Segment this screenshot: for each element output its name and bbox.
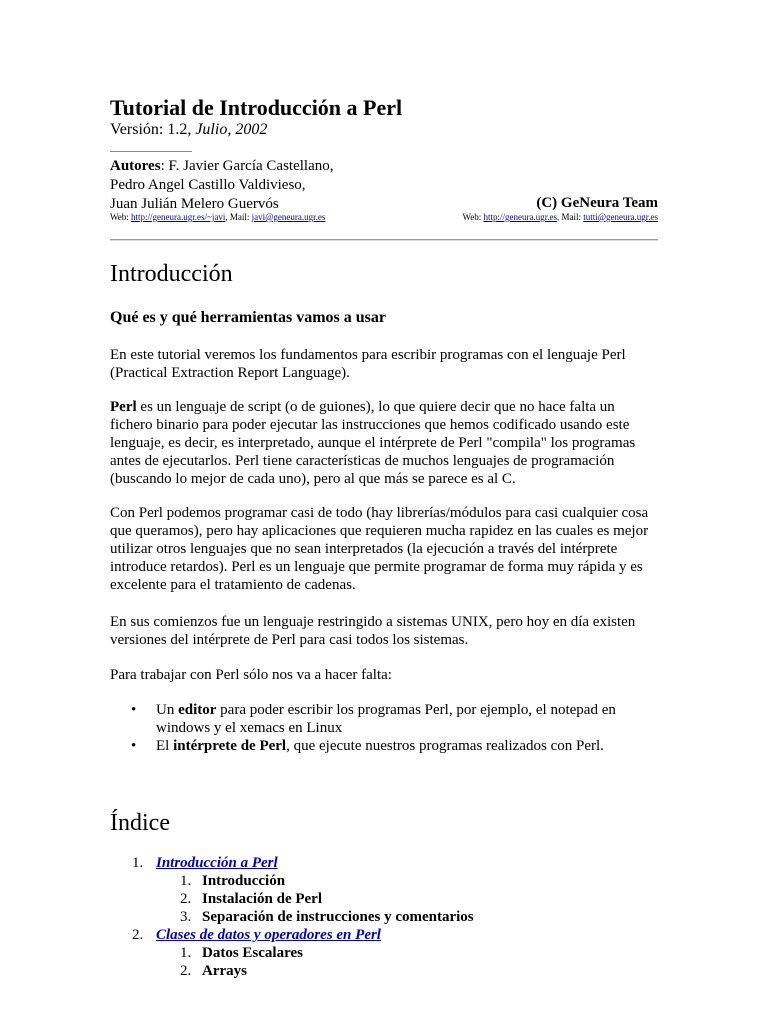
index-subitem: 2. Instalación de Perl — [180, 891, 322, 907]
short-divider — [110, 151, 192, 152]
index-subitem: 3. Separación de instrucciones y comentarios — [180, 909, 474, 925]
contact-right — [462, 212, 658, 222]
index-link-intro-perl[interactable]: Introducción a Perl — [156, 855, 278, 871]
version-line — [110, 121, 267, 139]
intro-paragraph-2 — [110, 398, 658, 488]
index-subitem: 1. Datos Escalares — [180, 945, 303, 961]
index-heading: Índice — [110, 810, 170, 836]
intro-paragraph-3: Con Perl podemos programar casi de todo (hay librerías/módulos para casi cualquier cosa que queramos), pero hay aplicaciones que requieren mucha rapidez en las cuales es mejor utilizar otros lenguajes que no sean interpretados (la ejecución a través del intérprete introduce retardos). Perl es un lenguaje que permite programar de forma muy rápida y es excelente para el tratamiento de cadenas. — [110, 505, 649, 593]
intro-paragraph-2-text: es un lenguaje de script (o de guiones), lo que quiere decir que no hace falta un fichero binario para poder ejecutar las instrucciones que hemos codificado usando este lenguaje, es decir, es interpretado, aunque el intérprete de Perl "compila" los programas antes de ejecutarlos. Perl tiene características de muchos lenguajes de programación (buscando lo mejor de cada uno), pero al que más se parece es al C. — [110, 399, 636, 487]
mail-label: , Mail: — [225, 212, 252, 222]
index-sublist — [156, 872, 474, 926]
index-number: 2. — [132, 927, 144, 943]
mail-link-tutti[interactable]: tutti@geneura.ugr.es — [583, 212, 658, 222]
tool-interpreter: intérprete de Perl — [173, 738, 287, 754]
mail-link-javi[interactable]: javi@geneura.ugr.es — [251, 212, 326, 222]
intro-subheading: Qué es y qué herramientas vamos a usar — [110, 309, 386, 326]
index-subitem: 1. Introducción — [180, 873, 286, 889]
index-item — [110, 854, 474, 926]
intro-paragraph-5: Para trabajar con Perl sólo nos va a hacer falta: — [110, 667, 392, 683]
contact-links — [110, 212, 658, 222]
index-number: 1. — [132, 855, 144, 871]
intro-paragraph-4: En sus comienzos fue un lenguaje restringido a sistemas UNIX, pero hoy en día existen versiones del intérprete de Perl para casi todos los sistemas. — [110, 614, 636, 648]
web-label: Web: — [462, 212, 484, 222]
intro-heading: Introducción — [110, 261, 233, 287]
mail-label: , Mail: — [556, 212, 584, 222]
index-list — [110, 854, 474, 980]
list-item: • Un editor para poder escribir los programas Perl, por ejemplo, el notepad en windows y el xemacs en Linux — [110, 701, 658, 737]
author-1: : F. Javier García Castellano, — [160, 158, 334, 174]
header-divider — [110, 239, 658, 241]
author-2: Pedro Angel Castillo Valdivieso, — [110, 177, 306, 193]
team-credit: (C) GeNeura Team — [536, 195, 658, 211]
contact-left — [110, 212, 325, 222]
document-title: Tutorial de Introducción a Perl — [110, 95, 403, 120]
author-3: Juan Julián Melero Guervós — [110, 196, 279, 212]
authors-block — [110, 157, 333, 214]
version-date: Julio, 2002 — [195, 121, 268, 138]
index-sublist — [156, 944, 474, 980]
index-link-datos-operadores[interactable]: Clases de datos y operadores en Perl — [156, 927, 381, 943]
web-label: Web: — [110, 212, 132, 222]
version-label: Versión: 1.2, — [110, 121, 196, 138]
perl-bold: Perl — [110, 399, 137, 415]
intro-paragraph-1: En este tutorial veremos los fundamentos para escribir programas con el lenguaje Perl (Practical Extraction Report Language). — [110, 347, 626, 381]
web-link-javi[interactable]: http://geneura.ugr.es/~javi — [131, 212, 226, 222]
tool-editor: editor — [178, 702, 217, 718]
authors-label: Autores — [110, 158, 161, 174]
index-subitem: 2. Arrays — [180, 963, 247, 979]
web-link-geneura[interactable]: http://geneura.ugr.es — [483, 212, 557, 222]
index-item — [110, 926, 474, 980]
tools-list — [110, 701, 658, 755]
list-item: • El intérprete de Perl, que ejecute nuestros programas realizados con Perl. — [110, 737, 658, 755]
